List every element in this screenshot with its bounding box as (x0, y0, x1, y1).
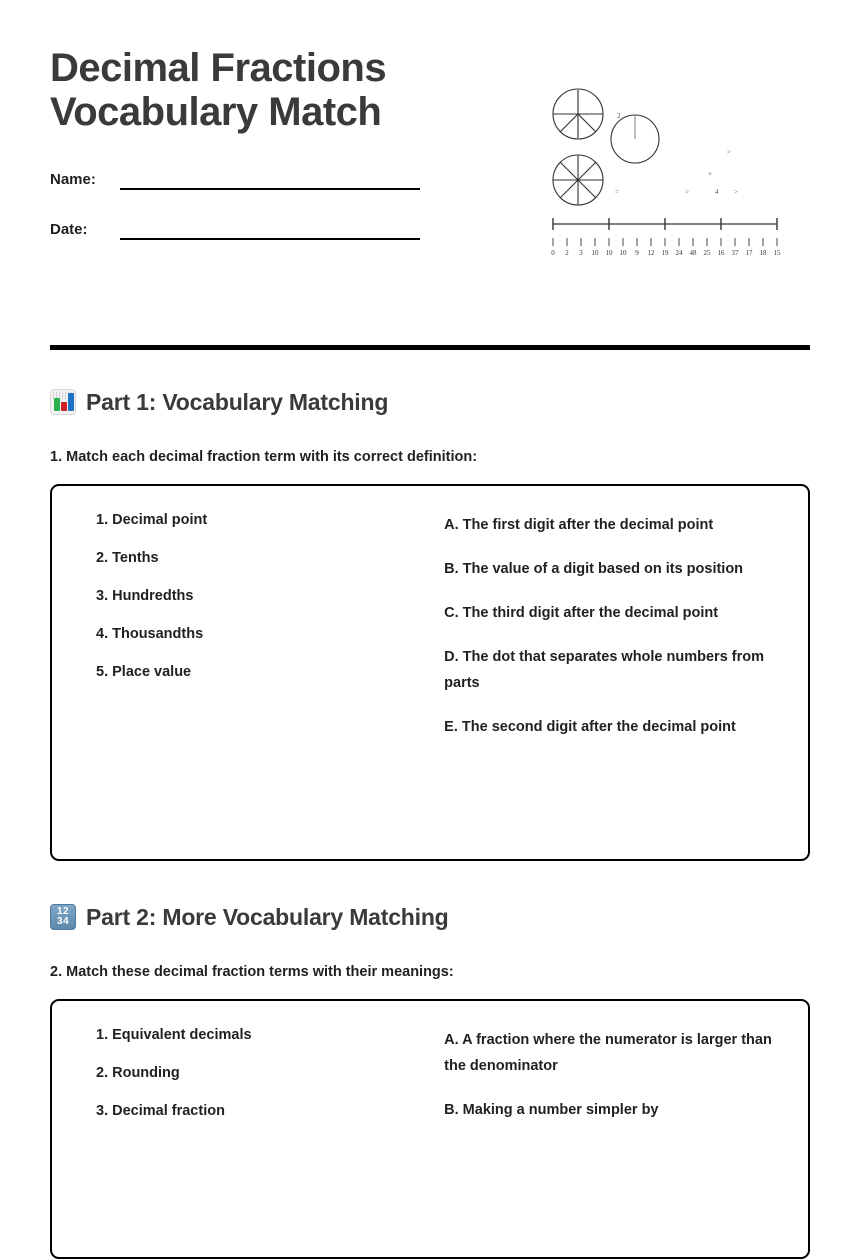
input-numbers-icon-bottom: 34 (56, 916, 70, 927)
name-input-line[interactable] (120, 166, 420, 190)
part2-definitions-column (444, 1027, 784, 1231)
svg-text:18: 18 (759, 249, 767, 257)
svg-text:12: 12 (647, 249, 655, 257)
part1-prompt: 1. Match each decimal fraction term with its correct definition: (50, 449, 478, 465)
svg-text:0: 0 (551, 249, 555, 257)
part1-term[interactable]: 1. Decimal point (96, 512, 208, 528)
part2-heading-row (50, 900, 810, 934)
page-title (50, 46, 480, 134)
number-line-labels (551, 249, 781, 257)
part1-terms-column (76, 512, 444, 833)
part2-section (50, 900, 810, 1259)
svg-text:25: 25 (703, 249, 711, 257)
part1-match-box (50, 484, 810, 861)
bar-chart-icon-bar-blue (68, 393, 74, 411)
part2-match-box (50, 999, 810, 1259)
svg-text:48: 48 (689, 249, 697, 257)
part2-term[interactable]: 2. Rounding (96, 1065, 180, 1081)
page-title-line2: Vocabulary Match (50, 90, 382, 134)
math-operator-glyphs (615, 112, 738, 196)
date-input-line[interactable] (120, 216, 420, 240)
part2-prompt: 2. Match these decimal fraction terms with their meanings: (50, 964, 454, 980)
svg-text:3: 3 (579, 249, 583, 257)
name-label: Name: (50, 171, 96, 188)
part1-title: Part 1: Vocabulary Matching (86, 388, 389, 415)
part2-terms-column (76, 1027, 444, 1231)
part1-definitions-column (444, 512, 784, 833)
name-field-row (50, 154, 480, 190)
input-numbers-icon (50, 904, 76, 930)
svg-text:16: 16 (717, 249, 725, 257)
svg-text:>: > (685, 188, 689, 196)
svg-text:9: 9 (635, 249, 639, 257)
student-fields (50, 154, 480, 240)
svg-text:=: = (615, 188, 619, 196)
part2-term[interactable]: 3. Decimal fraction (96, 1103, 225, 1119)
bar-chart-icon-bar-green (54, 398, 60, 411)
part1-definition[interactable]: C. The third digit after the decimal point (444, 605, 719, 621)
part2-title: Part 2: More Vocabulary Matching (86, 903, 449, 930)
part2-definition[interactable]: B. Making a number simpler by (444, 1102, 659, 1118)
svg-text:4: 4 (715, 188, 719, 196)
part1-heading-row (50, 385, 810, 419)
part2-term[interactable]: 1. Equivalent decimals (96, 1027, 252, 1043)
part1-definition[interactable]: E. The second digit after the decimal point (444, 719, 736, 735)
math-art-svg (545, 72, 795, 257)
svg-text:10: 10 (591, 249, 599, 257)
svg-text:10: 10 (619, 249, 627, 257)
part1-term[interactable]: 3. Hundredths (96, 588, 194, 604)
page-title-line1: Decimal Fractions (50, 46, 387, 90)
part1-definition[interactable]: A. The first digit after the decimal point (444, 517, 714, 533)
part1-definition[interactable]: B. The value of a digit based on its position (444, 561, 744, 577)
date-label: Date: (50, 221, 88, 238)
part2-definition[interactable]: A. A fraction where the numerator is larger than the denominator (444, 1032, 772, 1074)
svg-text:2: 2 (565, 249, 569, 257)
svg-text:+: + (708, 170, 712, 178)
svg-text:24: 24 (675, 249, 683, 257)
bar-chart-icon-bar-red (61, 402, 67, 411)
part1-section (50, 385, 810, 861)
input-numbers-icon-top: 12 (56, 906, 70, 917)
date-field-row (50, 204, 480, 240)
svg-text:15: 15 (773, 249, 781, 257)
bar-chart-icon (50, 389, 76, 415)
svg-text:>: > (727, 148, 731, 156)
header-divider (50, 345, 810, 350)
part1-term[interactable]: 5. Place value (96, 664, 192, 680)
part1-term[interactable]: 4. Thousandths (96, 626, 204, 642)
decorative-math-illustration (545, 72, 795, 257)
svg-text:19: 19 (661, 249, 669, 257)
part1-term[interactable]: 2. Tenths (96, 550, 159, 566)
svg-text:10: 10 (605, 249, 613, 257)
part1-definition[interactable]: D. The dot that separates whole numbers from parts (444, 649, 765, 691)
svg-text:>: > (734, 188, 738, 196)
svg-text:2: 2 (617, 112, 621, 120)
svg-text:37: 37 (731, 249, 739, 257)
svg-text:17: 17 (745, 249, 753, 257)
